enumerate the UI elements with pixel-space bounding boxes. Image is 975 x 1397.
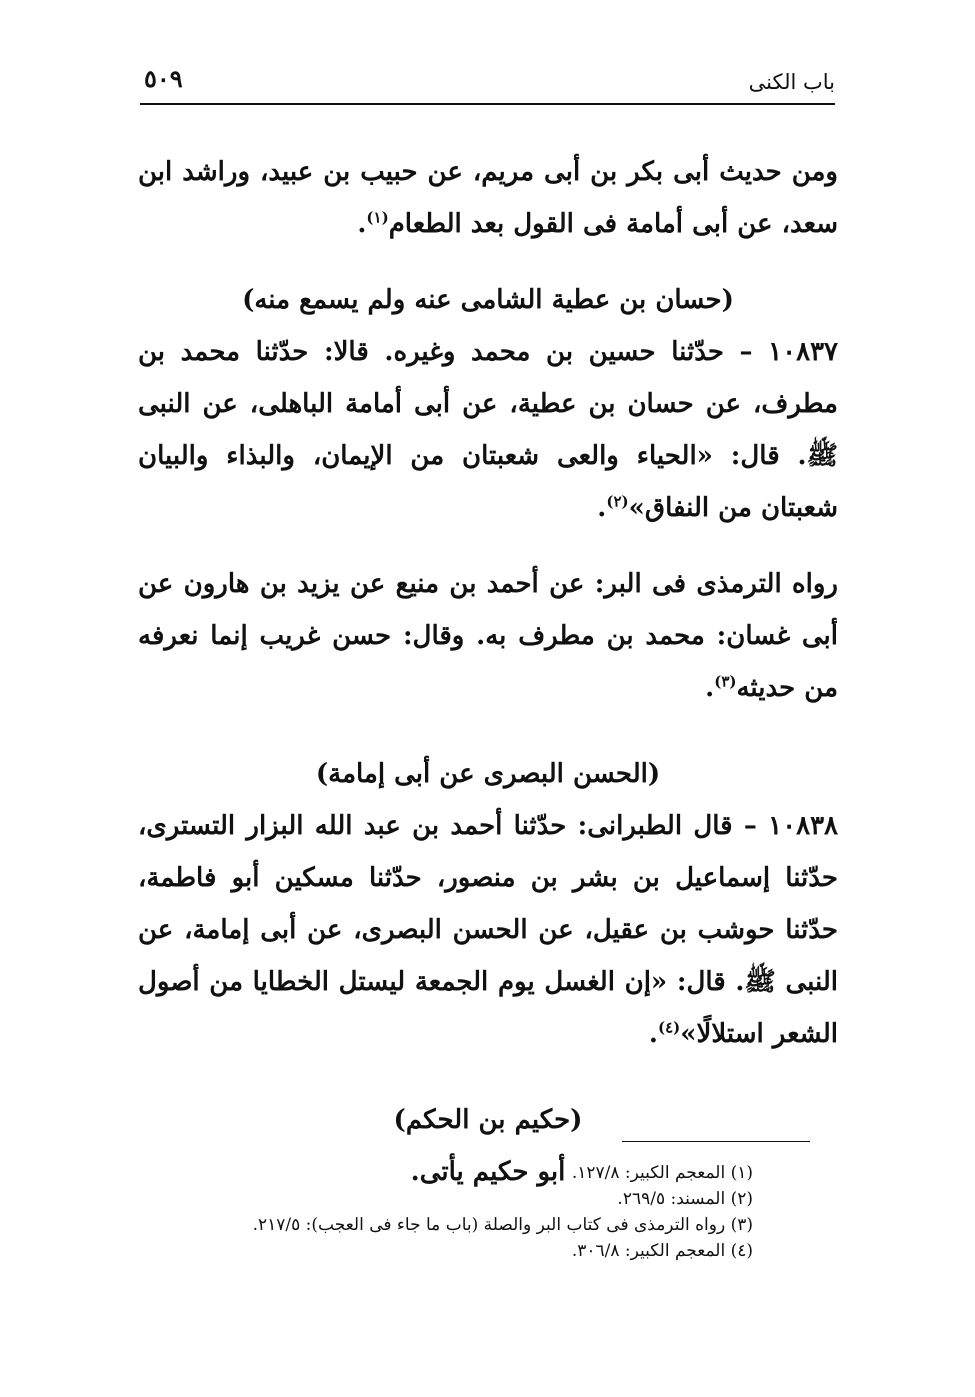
header-rule: [140, 103, 835, 105]
paragraph-1-text: ومن حديث أبى بكر بن أبى مريم، عن حبيب بن عبيد، وراشد ابن سعد، عن أبى أمامة فى القول بعد الطعام: [138, 157, 838, 239]
page-header: [140, 62, 835, 102]
footnote-4: (٤) المعجم الكبير: ٣٠٦/٨.: [571, 1241, 753, 1261]
paragraph-2-text: ١٠٨٣٧ – حدّثنا حسين بن محمد وغيره. قالا: حدّثنا محمد بن مطرف، عن حسان بن عطية، عن أبى أمامة الباهلى، عن النبى ﷺ. قال: «الحياء والعى شعبتان من الإيمان، والبذاء والبيان شعبتان من النفاق»: [138, 337, 838, 523]
section-heading-hassan: (حسان بن عطية الشامى عنه ولم يسمع منه): [242, 285, 734, 315]
section-heading-hasan-basri: (الحسن البصرى عن أبى إمامة): [315, 759, 661, 789]
footnote-rule: [622, 1141, 810, 1142]
footnote-ref-3: (٣): [714, 672, 737, 691]
footnote-3: (٣) رواه الترمذى فى كتاب البر والصلة (باب ما جاء فى العجب): ٢١٧/٥.: [252, 1215, 753, 1235]
footnote-2: (٢) المسند: ٢٦٩/٥.: [617, 1189, 753, 1209]
paragraph-4-text: ١٠٨٣٨ – قال الطبرانى: حدّثنا أحمد بن عبد الله البزار التسترى، حدّثنا إسماعيل بن بشر بن منصور، حدّثنا مسكين أبو فاطمة، حدّثنا حوشب بن عقيل، عن الحسن البصرى، عن أبى إمامة، عن النبى ﷺ. قال: «إن الغسل يوم الجمعة ليستل الخطايا من أصول الشعر استلالًا»: [138, 811, 838, 1049]
footnote-1: (١) المعجم الكبير: ١٢٧/٨.: [571, 1163, 753, 1183]
footnotes: [138, 1160, 753, 1264]
main-text: [138, 146, 838, 1198]
cross-reference-note: أبو حكيم يأتى.: [410, 1157, 566, 1187]
footnote-ref-1: (١): [366, 208, 389, 227]
paragraph-2-end: .: [597, 493, 607, 523]
paragraph-1: [138, 146, 838, 250]
chapter-title: باب الكنى: [748, 70, 835, 94]
paragraph-hadith-10837: [138, 326, 838, 534]
page-number: ٥٠٩: [144, 64, 183, 93]
footnote-ref-2: (٢): [606, 492, 629, 511]
paragraph-4-end: .: [648, 1019, 658, 1049]
section-heading-hakim: (حكيم بن الحكم): [393, 1105, 583, 1135]
paragraph-3-text: رواه الترمذى فى البر: عن أحمد بن منيع عن يزيد بن هارون عن أبى غسان: محمد بن مطرف به. وقال: حسن غريب إنما نعرفه من حديثه: [138, 569, 838, 703]
paragraph-1-end: .: [357, 209, 367, 239]
paragraph-3-end: .: [705, 673, 715, 703]
paragraph-tirmidhi: [138, 558, 838, 714]
paragraph-hadith-10838: [138, 800, 838, 1060]
footnote-ref-4: (٤): [657, 1018, 681, 1037]
